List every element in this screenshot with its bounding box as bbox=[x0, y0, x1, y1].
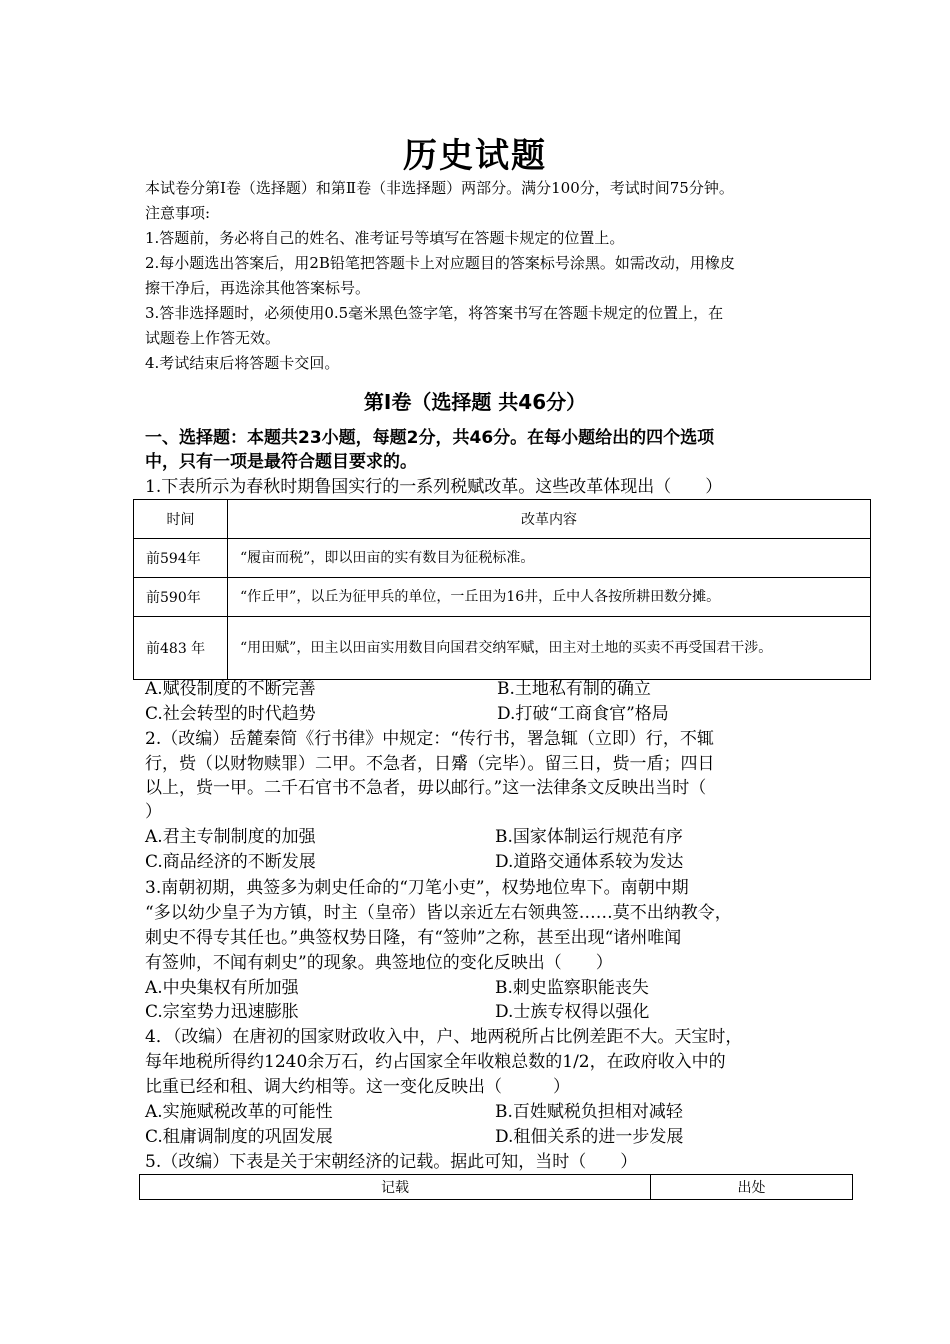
option-d[interactable]: D.士族专权得以强化 bbox=[495, 1002, 650, 1022]
option-d[interactable]: D.道路交通体系较为发达 bbox=[495, 852, 684, 872]
question-stem: 刺史不得专其任也。”典签权势日隆，有“签帅”之称，甚至出现“诸州唯闻 bbox=[145, 928, 682, 948]
notice-item: 1.答题前，务必将自己的姓名、准考证号等填写在答题卡规定的位置上。 bbox=[145, 229, 625, 247]
option-b[interactable]: B.国家体制运行规范有序 bbox=[495, 827, 683, 847]
table-row bbox=[134, 539, 871, 578]
section-title: 第Ⅰ卷（选择题 共46分） bbox=[363, 390, 587, 414]
notice-title: 注意事项: bbox=[145, 204, 211, 222]
table-row bbox=[134, 578, 871, 617]
notice-item: 擦干净后，再选涂其他答案标号。 bbox=[145, 279, 371, 297]
question-stem: 2.（改编）岳麓秦简《行书律》中规定：“传行书，署急辄（立即）行，不辄 bbox=[145, 729, 714, 749]
table-cell-time: 前483 年 bbox=[134, 617, 228, 680]
notice-item: 4.考试结束后将答题卡交回。 bbox=[145, 354, 340, 372]
table-header-cell: 记载 bbox=[140, 1175, 651, 1200]
option-a[interactable]: A.君主专制制度的加强 bbox=[145, 827, 316, 847]
option-d[interactable]: D.租佃关系的进一步发展 bbox=[495, 1127, 684, 1147]
notice-item: 试题卷上作答无效。 bbox=[145, 329, 281, 347]
table-cell-content: “履亩而税”，即以田亩的实有数目为征税标准。 bbox=[228, 539, 871, 578]
table-row bbox=[134, 617, 871, 680]
question-stem: 以上，赀一甲。二千石官书不急者，毋以邮行。”这一法律条文反映出当时（ bbox=[145, 778, 707, 798]
option-c[interactable]: C.商品经济的不断发展 bbox=[145, 852, 316, 872]
question-stem: 行，赀（以财物赎罪）二甲。不急者，日觱（完毕）。留三日，赀一盾；四日 bbox=[145, 754, 715, 774]
table-cell-time: 前590年 bbox=[134, 578, 228, 617]
question-stem: “多以幼少皇子为方镇，时主（皇帝）皆以亲近左右领典签……莫不出纳教令， bbox=[145, 903, 732, 923]
record-table bbox=[139, 1174, 853, 1200]
option-d[interactable]: D.打破“工商食官”格局 bbox=[497, 704, 669, 724]
table-header-cell: 改革内容 bbox=[228, 500, 871, 539]
table-header-row bbox=[140, 1175, 853, 1200]
notice-item: 3.答非选择题时，必须使用0.5毫米黑色签字笔，将答案书写在答题卡规定的位置上，在 bbox=[145, 304, 724, 322]
option-c[interactable]: C.租庸调制度的巩固发展 bbox=[145, 1127, 333, 1147]
option-c[interactable]: C.社会转型的时代趋势 bbox=[145, 704, 316, 724]
option-a[interactable]: A.赋役制度的不断完善 bbox=[145, 679, 316, 699]
question-stem: 5.（改编）下表是关于宋朝经济的记载。据此可知，当时（ ） bbox=[145, 1152, 638, 1172]
question-stem: 每年地税所得约1240余万石，约占国家全年收粮总数的1/2，在政府收入中的 bbox=[145, 1052, 726, 1072]
question-stem: 4．（改编）在唐初的国家财政收入中，户、地两税所占比例差距不大。天宝时， bbox=[145, 1027, 743, 1047]
option-a[interactable]: A.实施赋税改革的可能性 bbox=[145, 1102, 333, 1122]
option-b[interactable]: B.百姓赋税负担相对减轻 bbox=[495, 1102, 683, 1122]
table-cell-content: “作丘甲”，以丘为征甲兵的单位，一丘田为16井，丘中人各按所耕田数分摊。 bbox=[228, 578, 871, 617]
question-stem: 比重已经和租、调大约相等。这一变化反映出（ ） bbox=[145, 1077, 570, 1097]
option-a[interactable]: A.中央集权有所加强 bbox=[145, 978, 299, 998]
page-title: 历史试题 bbox=[403, 136, 547, 176]
question-stem: 3.南朝初期，典签多为刺史任命的“刀笔小吏”，权势地位卑下。南朝中期 bbox=[145, 878, 689, 898]
notice-item: 2.每小题选出答案后，用2B铅笔把答题卡上对应题目的答案标号涂黑。如需改动，用橡皮 bbox=[145, 254, 735, 272]
table-header-cell: 时间 bbox=[134, 500, 228, 539]
table-cell-content: “用田赋”，田主以田亩实用数目向国君交纳军赋，田主对土地的买卖不再受国君干涉。 bbox=[228, 617, 871, 680]
option-b[interactable]: B.刺史监察职能丧失 bbox=[495, 978, 649, 998]
question-stem: 1.下表所示为春秋时期鲁国实行的一系列税赋改革。这些改革体现出（ ） bbox=[145, 477, 723, 497]
question-stem: ） bbox=[145, 802, 162, 822]
part-instructions: 一、选择题：本题共23小题，每题2分，共46分。在每小题给出的四个选项 bbox=[145, 428, 715, 448]
part-instructions: 中，只有一项是最符合题目要求的。 bbox=[145, 452, 417, 472]
reform-table bbox=[133, 499, 871, 680]
table-cell-time: 前594年 bbox=[134, 539, 228, 578]
option-c[interactable]: C.宗室势力迅速膨胀 bbox=[145, 1002, 299, 1022]
question-stem: 有签帅，不闻有刺史”的现象。典签地位的变化反映出（ ） bbox=[145, 953, 613, 973]
table-header-cell: 出处 bbox=[651, 1175, 853, 1200]
table-header-row bbox=[134, 500, 871, 539]
option-b[interactable]: B.土地私有制的确立 bbox=[497, 679, 651, 699]
exam-description: 本试卷分第Ⅰ卷（选择题）和第Ⅱ卷（非选择题）两部分。满分100分，考试时间75分钟。 bbox=[145, 179, 734, 197]
